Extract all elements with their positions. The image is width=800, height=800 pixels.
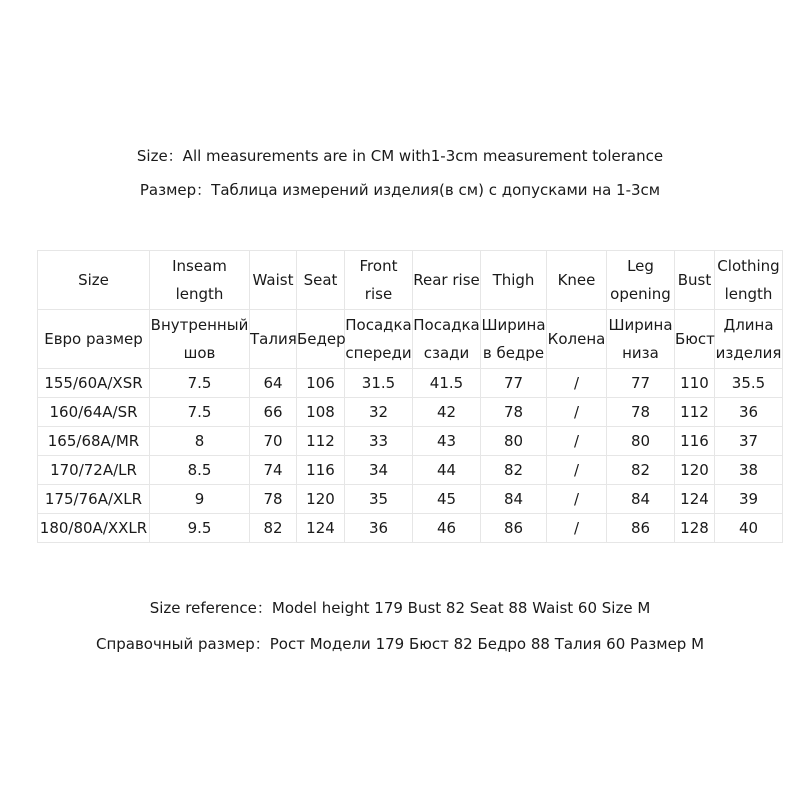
table-cell: 78 xyxy=(607,398,675,427)
header-cell xyxy=(675,251,715,310)
header-cell-text: Ширина xyxy=(608,316,673,334)
table-cell: 155/60A/XSR xyxy=(38,369,150,398)
table-cell: 110 xyxy=(675,369,715,398)
header-cell xyxy=(675,310,715,369)
header-cell-text: length xyxy=(724,285,773,303)
header-cell-text: сзади xyxy=(423,344,470,362)
table-cell: 35.5 xyxy=(715,369,783,398)
header-cell xyxy=(413,310,481,369)
table-cell: 41.5 xyxy=(413,369,481,398)
header-cell xyxy=(547,310,607,369)
header-cell xyxy=(607,310,675,369)
table-cell: 116 xyxy=(297,456,345,485)
table-cell: 120 xyxy=(297,485,345,514)
header-cell xyxy=(250,310,297,369)
table-row xyxy=(38,427,783,456)
header-cell xyxy=(715,251,783,310)
table-cell: / xyxy=(547,514,607,543)
table-cell: 9 xyxy=(150,485,250,514)
table-cell: 40 xyxy=(715,514,783,543)
table-cell: 31.5 xyxy=(345,369,413,398)
size-chart-table xyxy=(37,250,783,543)
header-cell-text: Leg xyxy=(627,257,654,275)
header-cell-text: Rear rise xyxy=(413,271,480,289)
table-row xyxy=(38,369,783,398)
table-cell: 82 xyxy=(481,456,547,485)
header-cell-text: Knee xyxy=(557,271,596,289)
table-cell: 106 xyxy=(297,369,345,398)
table-cell: 108 xyxy=(297,398,345,427)
table-cell: 74 xyxy=(250,456,297,485)
model-reference-russian: Справочный размер：Рост Модели 179 Бюст 82 Бедро 88 Талия 60 Размер M xyxy=(95,635,705,653)
header-cell-text: Clothing xyxy=(717,257,780,275)
table-cell: 64 xyxy=(250,369,297,398)
table-cell: 180/80A/XXLR xyxy=(38,514,150,543)
header-cell-text: Внутренный xyxy=(150,316,249,334)
header-cell-text: Длина xyxy=(723,316,774,334)
table-cell: 42 xyxy=(413,398,481,427)
table-cell: 44 xyxy=(413,456,481,485)
table-cell: 34 xyxy=(345,456,413,485)
header-row-english xyxy=(38,251,783,310)
header-cell xyxy=(607,251,675,310)
header-row-russian xyxy=(38,310,783,369)
table-cell: 8.5 xyxy=(150,456,250,485)
table-cell: 43 xyxy=(413,427,481,456)
table-cell: / xyxy=(547,456,607,485)
header-cell xyxy=(297,310,345,369)
table-cell: / xyxy=(547,427,607,456)
table-cell: 84 xyxy=(607,485,675,514)
table-row xyxy=(38,485,783,514)
header-cell-text: Waist xyxy=(252,271,294,289)
header-cell-text: изделия xyxy=(715,344,782,362)
measurement-note-russian: Размер：Таблица измерений изделия(в см) с допусками на 1-3см xyxy=(139,181,661,199)
table-cell: 160/64A/SR xyxy=(38,398,150,427)
header-cell xyxy=(38,310,150,369)
table-cell: 8 xyxy=(150,427,250,456)
table-cell: 39 xyxy=(715,485,783,514)
header-cell xyxy=(297,251,345,310)
header-cell-text: шов xyxy=(183,344,216,362)
table-cell: 7.5 xyxy=(150,369,250,398)
header-cell-text: Bust xyxy=(677,271,712,289)
header-cell-text: rise xyxy=(364,285,393,303)
table-row xyxy=(38,456,783,485)
header-cell-text: низа xyxy=(622,344,659,362)
table-cell: 84 xyxy=(481,485,547,514)
header-cell-text: Колена xyxy=(547,330,606,348)
header-cell-text: Ширина xyxy=(481,316,546,334)
table-cell: 112 xyxy=(297,427,345,456)
header-cell xyxy=(481,251,547,310)
header-cell-text: Бюст xyxy=(675,330,715,348)
size-chart-body xyxy=(38,251,783,543)
header-cell-text: Евро размер xyxy=(44,330,143,348)
header-cell-text: Seat xyxy=(303,271,338,289)
table-cell: / xyxy=(547,369,607,398)
table-cell: / xyxy=(547,485,607,514)
table-cell: 77 xyxy=(481,369,547,398)
table-cell: 112 xyxy=(675,398,715,427)
header-cell-text: Thigh xyxy=(492,271,535,289)
table-cell: / xyxy=(547,398,607,427)
measurement-note-english: Size：All measurements are in CM with1-3cm measurement tolerance xyxy=(136,147,664,165)
table-cell: 36 xyxy=(715,398,783,427)
table-cell: 36 xyxy=(345,514,413,543)
table-cell: 170/72A/LR xyxy=(38,456,150,485)
model-reference-english: Size reference：Model height 179 Bust 82 Seat 88 Waist 60 Size M xyxy=(149,599,651,617)
header-cell-text: opening xyxy=(610,285,671,303)
header-cell xyxy=(250,251,297,310)
header-cell xyxy=(481,310,547,369)
table-cell: 86 xyxy=(607,514,675,543)
table-cell: 9.5 xyxy=(150,514,250,543)
table-cell: 46 xyxy=(413,514,481,543)
table-cell: 82 xyxy=(250,514,297,543)
table-cell: 80 xyxy=(481,427,547,456)
table-cell: 35 xyxy=(345,485,413,514)
table-cell: 124 xyxy=(675,485,715,514)
table-cell: 80 xyxy=(607,427,675,456)
table-cell: 33 xyxy=(345,427,413,456)
table-cell: 37 xyxy=(715,427,783,456)
table-cell: 66 xyxy=(250,398,297,427)
table-cell: 7.5 xyxy=(150,398,250,427)
header-cell-text: Посадка xyxy=(345,316,412,334)
header-cell xyxy=(150,251,250,310)
table-cell: 77 xyxy=(607,369,675,398)
table-cell: 78 xyxy=(250,485,297,514)
table-cell: 78 xyxy=(481,398,547,427)
header-cell-text: Талия xyxy=(250,330,297,348)
table-cell: 45 xyxy=(413,485,481,514)
table-cell: 86 xyxy=(481,514,547,543)
table-row xyxy=(38,398,783,427)
header-cell-text: Front xyxy=(359,257,398,275)
header-cell-text: Бедер xyxy=(297,330,346,348)
table-cell: 116 xyxy=(675,427,715,456)
table-cell: 165/68A/MR xyxy=(38,427,150,456)
table-cell: 38 xyxy=(715,456,783,485)
table-cell: 70 xyxy=(250,427,297,456)
header-cell xyxy=(38,251,150,310)
header-cell xyxy=(345,310,413,369)
header-cell xyxy=(547,251,607,310)
table-row xyxy=(38,514,783,543)
header-cell xyxy=(413,251,481,310)
header-cell xyxy=(150,310,250,369)
table-cell: 32 xyxy=(345,398,413,427)
header-cell-text: спереди xyxy=(345,344,412,362)
table-cell: 175/76A/XLR xyxy=(38,485,150,514)
header-cell-text: в бедре xyxy=(482,344,545,362)
table-cell: 128 xyxy=(675,514,715,543)
header-cell-text: length xyxy=(175,285,224,303)
header-cell xyxy=(715,310,783,369)
table-cell: 82 xyxy=(607,456,675,485)
header-cell-text: Inseam xyxy=(172,257,227,275)
table-cell: 120 xyxy=(675,456,715,485)
header-cell-text: Size xyxy=(78,271,109,289)
header-cell-text: Посадка xyxy=(413,316,480,334)
header-cell xyxy=(345,251,413,310)
table-cell: 124 xyxy=(297,514,345,543)
